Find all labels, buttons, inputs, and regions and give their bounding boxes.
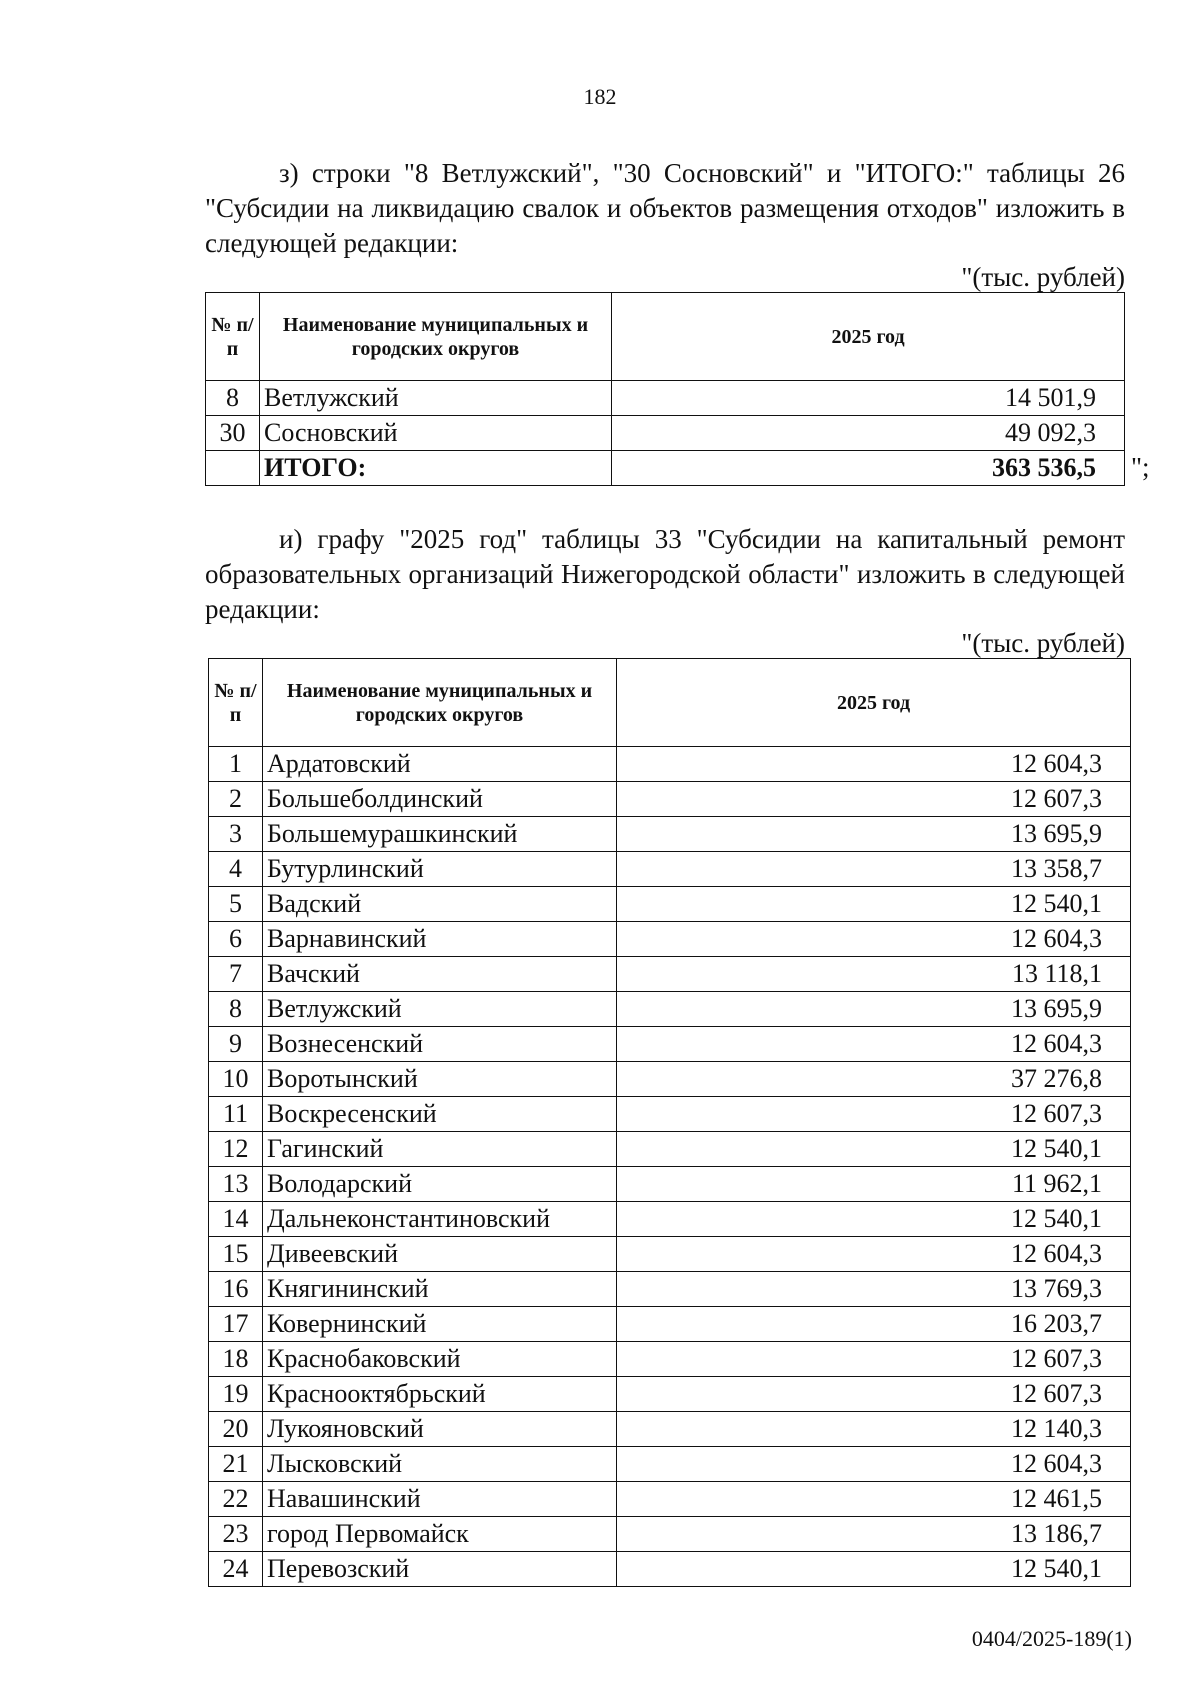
row-value: 12 604,3 (617, 922, 1131, 957)
row-name: Большемурашкинский (263, 817, 617, 852)
row-name: Краснобаковский (263, 1342, 617, 1377)
row-name: Лукояновский (263, 1412, 617, 1447)
row-number: 4 (209, 852, 263, 887)
row-number: 10 (209, 1062, 263, 1097)
row-name: Вачский (263, 957, 617, 992)
table-33-header-row (209, 659, 1131, 747)
table-row (209, 1237, 1131, 1272)
page-number: 182 (583, 84, 617, 109)
header-year: 2025 год (617, 659, 1131, 747)
table-row (209, 1097, 1131, 1132)
row-name: Княгининский (263, 1272, 617, 1307)
row-name: ИТОГО: (260, 451, 612, 486)
row-name: Воскресенский (263, 1097, 617, 1132)
table-row (206, 416, 1125, 451)
row-number: 16 (209, 1272, 263, 1307)
row-value: 12 604,3 (617, 1027, 1131, 1062)
row-value: 12 607,3 (617, 1097, 1131, 1132)
row-number: 17 (209, 1307, 263, 1342)
table-row (209, 1517, 1131, 1552)
row-number: 8 (206, 381, 260, 416)
row-name: Ковернинский (263, 1307, 617, 1342)
table-row (209, 817, 1131, 852)
row-number: 6 (209, 922, 263, 957)
table-row (209, 1552, 1131, 1587)
header-year: 2025 год (612, 293, 1125, 381)
row-name: Сосновский (260, 416, 612, 451)
table-row (209, 1482, 1131, 1517)
row-number (206, 451, 260, 486)
table-row (209, 887, 1131, 922)
table-row (209, 1447, 1131, 1482)
row-number: 18 (209, 1342, 263, 1377)
table-row (209, 782, 1131, 817)
row-value: 12 607,3 (617, 1377, 1131, 1412)
row-value: 13 769,3 (617, 1272, 1131, 1307)
row-name: Дивеевский (263, 1237, 617, 1272)
table-row (209, 1202, 1131, 1237)
header-number: № п/п (206, 293, 260, 381)
row-number: 3 (209, 817, 263, 852)
section-i-paragraph: и) графу "2025 год" таблицы 33 "Субсидии на капитальный ремонт образовательных организаций Нижегородской области" изложить в следующей редакции: (205, 524, 1125, 624)
row-number: 24 (209, 1552, 263, 1587)
row-number: 7 (209, 957, 263, 992)
row-value: 363 536,5 (612, 451, 1125, 486)
row-value: 12 140,3 (617, 1412, 1131, 1447)
document-code: 0404/2025-189(1) (971, 1626, 1132, 1651)
row-value: 12 604,3 (617, 1237, 1131, 1272)
table-row (209, 1132, 1131, 1167)
table-row (209, 1062, 1131, 1097)
table-row (209, 852, 1131, 887)
row-name: Перевозский (263, 1552, 617, 1587)
table-row (209, 1342, 1131, 1377)
table-row (209, 1377, 1131, 1412)
row-number: 19 (209, 1377, 263, 1412)
header-name: Наименование муниципальных и городских округов (263, 659, 617, 747)
table-row (209, 992, 1131, 1027)
row-number: 5 (209, 887, 263, 922)
row-name: Вадский (263, 887, 617, 922)
row-name: Володарский (263, 1167, 617, 1202)
row-value: 37 276,8 (617, 1062, 1131, 1097)
table-row (209, 1027, 1131, 1062)
row-number: 30 (206, 416, 260, 451)
row-value: 12 607,3 (617, 1342, 1131, 1377)
row-number: 11 (209, 1097, 263, 1132)
table-row (209, 922, 1131, 957)
row-value: 12 461,5 (617, 1482, 1131, 1517)
row-number: 12 (209, 1132, 263, 1167)
table-row (209, 1272, 1131, 1307)
table-33 (208, 658, 1131, 1587)
row-name: Лысковский (263, 1447, 617, 1482)
row-number: 22 (209, 1482, 263, 1517)
header-number: № п/п (209, 659, 263, 747)
row-number: 1 (209, 747, 263, 782)
row-value: 14 501,9 (612, 381, 1125, 416)
row-name: Бутурлинский (263, 852, 617, 887)
table-row (209, 1412, 1131, 1447)
row-value: 12 540,1 (617, 1552, 1131, 1587)
row-number: 2 (209, 782, 263, 817)
row-number: 15 (209, 1237, 263, 1272)
row-number: 23 (209, 1517, 263, 1552)
row-value: 12 540,1 (617, 1132, 1131, 1167)
row-value: 11 962,1 (617, 1167, 1131, 1202)
header-name: Наименование муниципальных и городских округов (260, 293, 612, 381)
row-name: Ветлужский (260, 381, 612, 416)
row-value: 12 607,3 (617, 782, 1131, 817)
row-number: 20 (209, 1412, 263, 1447)
row-name: город Первомайск (263, 1517, 617, 1552)
row-name: Краснооктябрьский (263, 1377, 617, 1412)
row-value: 13 695,9 (617, 992, 1131, 1027)
table-row (209, 1167, 1131, 1202)
closing-quote: "; (1131, 452, 1150, 482)
row-name: Варнавинский (263, 922, 617, 957)
row-name: Навашинский (263, 1482, 617, 1517)
row-name: Дальнеконстантиновский (263, 1202, 617, 1237)
section-z-paragraph: з) строки "8 Ветлужский", "30 Сосновский" и "ИТОГО:" таблицы 26 "Субсидии на ликвидацию свалок и объектов размещения отходов" изложить в следующей редакции: (205, 158, 1125, 258)
row-value: 12 540,1 (617, 1202, 1131, 1237)
row-name: Воротынский (263, 1062, 617, 1097)
row-number: 9 (209, 1027, 263, 1062)
table-26 (205, 292, 1125, 486)
row-value: 13 118,1 (617, 957, 1131, 992)
table-row (209, 957, 1131, 992)
row-value: 12 604,3 (617, 747, 1131, 782)
row-name: Вознесенский (263, 1027, 617, 1062)
row-value: 13 186,7 (617, 1517, 1131, 1552)
row-number: 13 (209, 1167, 263, 1202)
row-name: Ветлужский (263, 992, 617, 1027)
row-number: 14 (209, 1202, 263, 1237)
row-number: 21 (209, 1447, 263, 1482)
unit-label-table-26: "(тыс. рублей) (961, 262, 1125, 292)
row-name: Большеболдинский (263, 782, 617, 817)
row-value: 16 203,7 (617, 1307, 1131, 1342)
row-name: Ардатовский (263, 747, 617, 782)
row-value: 13 358,7 (617, 852, 1131, 887)
table-26-header-row (206, 293, 1125, 381)
row-value: 49 092,3 (612, 416, 1125, 451)
row-value: 13 695,9 (617, 817, 1131, 852)
table-row (206, 451, 1125, 486)
table-row (206, 381, 1125, 416)
table-row (209, 1307, 1131, 1342)
row-number: 8 (209, 992, 263, 1027)
row-value: 12 540,1 (617, 887, 1131, 922)
row-name: Гагинский (263, 1132, 617, 1167)
row-value: 12 604,3 (617, 1447, 1131, 1482)
table-row (209, 747, 1131, 782)
unit-label-table-33: "(тыс. рублей) (961, 628, 1125, 658)
